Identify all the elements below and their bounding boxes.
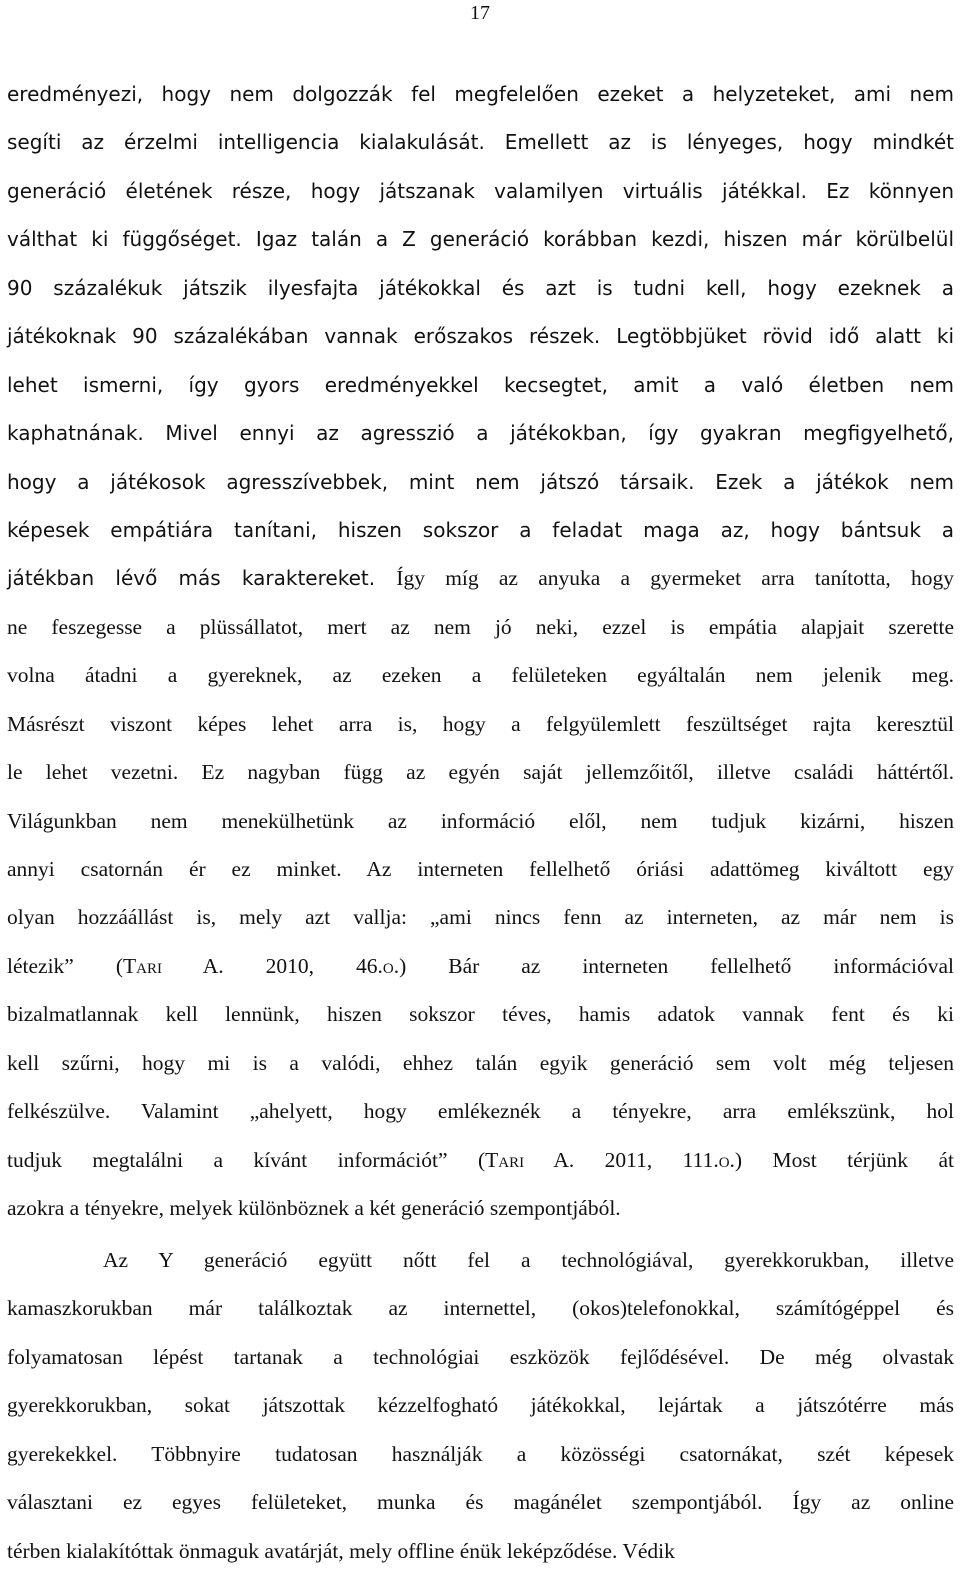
text-line bbox=[7, 757, 954, 805]
text-line bbox=[7, 854, 954, 902]
text-line bbox=[7, 1342, 954, 1390]
paragraph-1 bbox=[7, 79, 954, 1242]
text-run: A. 2010, 46. bbox=[161, 953, 383, 978]
text-run: generáció életének része, hogy játszanak valamilyen virtuális játékkal. Ez könnyen bbox=[7, 178, 954, 203]
text-run: Az Y generáció együtt nőtt fel a technológiával, gyerekkorukban, illetve bbox=[103, 1248, 954, 1272]
text-run: tudjuk megtalálni a kívánt információt” (T bbox=[7, 1147, 499, 1172]
text-line bbox=[7, 709, 954, 757]
text-line bbox=[7, 1193, 954, 1241]
text-line bbox=[7, 1390, 954, 1438]
text-line bbox=[7, 1048, 954, 1096]
text-run: Így míg az anyuka a gyermeket arra tanította, hogy bbox=[396, 566, 954, 591]
text-line bbox=[7, 951, 954, 999]
text-run: ne feszegesse a plüssállatot, mert az nem jó neki, ezzel is empátia alapjait szerette bbox=[7, 614, 954, 639]
text-run: olyan hozzáállást is, mely azt vallja: „ami nincs fenn az interneten, az már nem is bbox=[7, 905, 954, 930]
text-run: játékban lévő más karaktereket. bbox=[7, 566, 397, 591]
text-line bbox=[7, 1145, 954, 1193]
text-line bbox=[7, 1536, 954, 1584]
text-line bbox=[7, 370, 954, 418]
text-run: bizalmatlannak kell lennünk, hiszen sokszor téves, hamis adatok vannak fent és ki bbox=[7, 1002, 954, 1027]
text-line bbox=[7, 1487, 954, 1535]
text-run: A. 2011, 111. bbox=[524, 1147, 719, 1172]
text-run: .) Most térjünk át bbox=[729, 1147, 954, 1172]
text-run: folyamatosan lépést tartanak a technológiai eszközök fejlődésével. De még olvastak bbox=[7, 1344, 954, 1369]
text-run: válthat ki függőséget. bbox=[7, 227, 256, 252]
text-run: kaphatnának. Mivel ennyi az agresszió a játékokban, így gyakran megfigyelhető, bbox=[7, 421, 954, 446]
text-line bbox=[7, 660, 954, 708]
text-line bbox=[7, 224, 954, 272]
text-run: Világunkban nem menekülhetünk az információ elől, nem tudjuk kizárni, hiszen bbox=[7, 808, 954, 833]
text-line bbox=[7, 176, 954, 224]
text-line bbox=[7, 467, 954, 515]
page-number: 17 bbox=[470, 2, 490, 24]
text-run: 90 százalékuk játszik ilyesfajta játékokkal és azt is tudni kell, hogy ezeknek a bbox=[7, 275, 954, 300]
text-run: lehet ismerni, így gyors eredményekkel kecsegtet, amit a való életben nem bbox=[7, 372, 954, 397]
text-line bbox=[7, 999, 954, 1047]
text-run: eredményezi, hogy nem dolgozzák fel megfelelően ezeket a helyzeteket, ami nem bbox=[7, 82, 954, 106]
small-caps-text: ari bbox=[136, 953, 162, 978]
text-run: felkészülve. Valamint „ahelyett, hogy emlékeznék a tényekre, arra emlékszünk, hol bbox=[7, 1099, 954, 1124]
small-caps-text: o bbox=[382, 953, 394, 978]
text-line bbox=[7, 1439, 954, 1487]
small-caps-text: ari bbox=[498, 1147, 525, 1172]
text-line bbox=[7, 321, 954, 369]
text-line bbox=[7, 806, 954, 854]
text-run: Igaz talán a Z generáció korábban kezdi, hiszen már körülbelül bbox=[255, 227, 954, 252]
text-line bbox=[7, 563, 954, 611]
text-line bbox=[7, 1293, 954, 1341]
text-line bbox=[7, 79, 954, 127]
text-run: hogy a játékosok agresszívebbek, mint nem játszó társaik. Ezek a játékok nem bbox=[7, 469, 954, 494]
text-run: gyerekekkel. Többnyire tudatosan használják a közösségi csatornákat, szét képesek bbox=[7, 1441, 954, 1466]
text-line bbox=[7, 612, 954, 660]
text-line bbox=[7, 902, 954, 950]
text-run: térben kialakítóttak önmaguk avatárját, mely offline énük leképződése. Védik bbox=[7, 1538, 675, 1563]
text-run: létezik” (T bbox=[7, 953, 137, 978]
text-line bbox=[7, 273, 954, 321]
text-line bbox=[7, 1245, 954, 1293]
text-run: kamaszkorukban már találkoztak az internettel, (okos)telefonokkal, számítógéppel és bbox=[7, 1296, 954, 1321]
text-run: annyi csatornán ér ez minket. Az interneten fellelhető óriási adattömeg kiváltott egy bbox=[7, 857, 954, 881]
text-run: segíti az érzelmi intelligencia kialakulását. Emellett az is lényeges, hogy mindkét bbox=[7, 130, 954, 155]
text-run: választani ez egyes felületeket, munka és magánélet szempontjából. Így az online bbox=[7, 1490, 954, 1515]
text-run: volna átadni a gyereknek, az ezeken a felületeken egyáltalán nem jelenik meg. bbox=[7, 663, 954, 688]
text-run: kell szűrni, hogy mi is a valódi, ehhez talán egyik generáció sem volt még teljesen bbox=[7, 1050, 954, 1075]
text-run: le lehet vezetni. Ez nagyban függ az egyén saját jellemzőitől, illetve családi háttértől. bbox=[7, 760, 954, 785]
text-line bbox=[7, 515, 954, 563]
text-run: képesek empátiára tanítani, hiszen sokszor a feladat maga az, hogy bántsuk a bbox=[7, 517, 954, 542]
text-run: játékoknak 90 százalékában vannak erőszakos részek. Legtöbbjüket rövid idő alatt ki bbox=[7, 324, 954, 349]
text-run: azokra a tényekre, melyek különböznek a két generáció szempontjából. bbox=[7, 1196, 621, 1221]
small-caps-text: o bbox=[718, 1147, 730, 1172]
text-line bbox=[7, 1096, 954, 1144]
paragraph-2 bbox=[7, 1245, 954, 1584]
text-line bbox=[7, 418, 954, 466]
text-run: .) Bár az interneten fellelhető információval bbox=[393, 953, 954, 978]
text-run: Másrészt viszont képes lehet arra is, hogy a felgyülemlett feszültséget rajta keresztül bbox=[7, 711, 954, 736]
text-run: gyerekkorukban, sokat játszottak kézzelfogható játékokkal, lejártak a játszótérre más bbox=[7, 1393, 954, 1418]
text-line bbox=[7, 127, 954, 175]
